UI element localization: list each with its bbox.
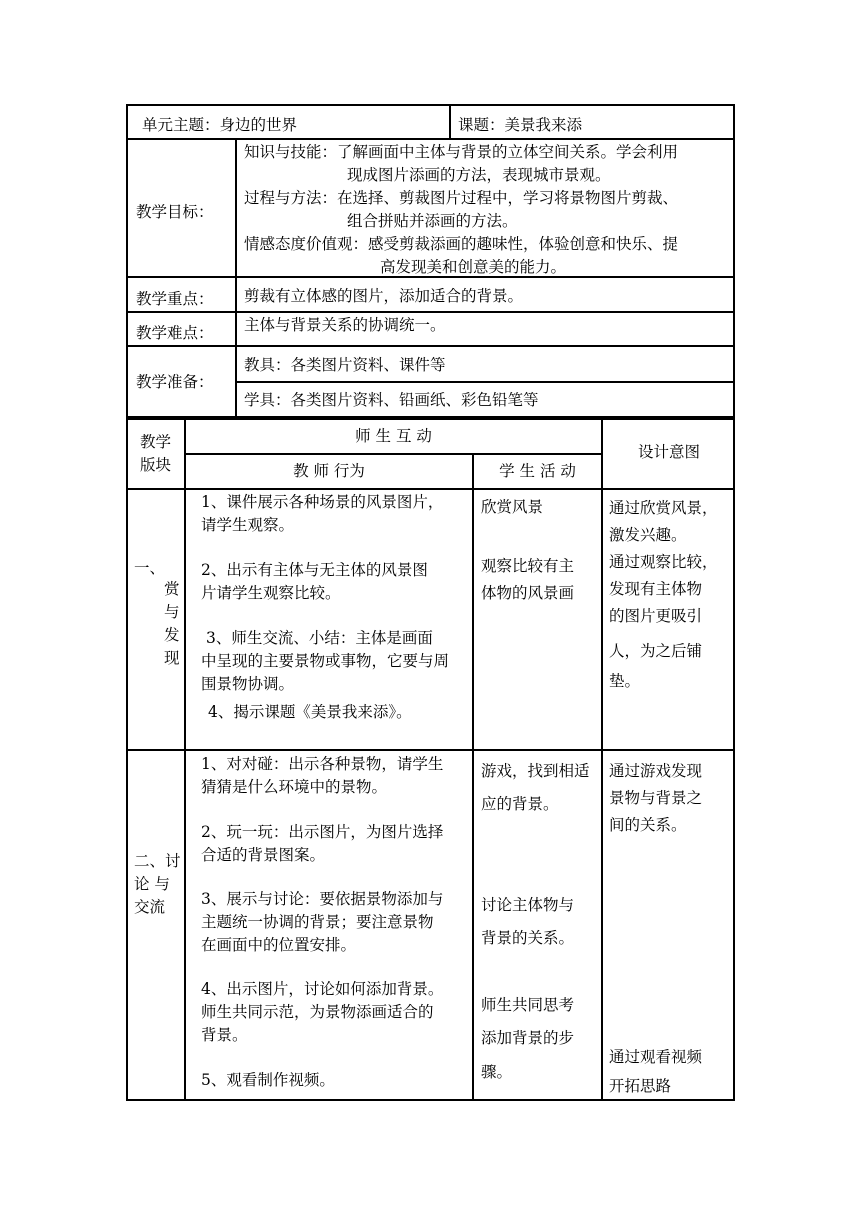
design-col-header: 设计意图 [637, 443, 700, 461]
difficulty-label: 教学难点： [136, 324, 214, 342]
key-point-text: 剪裁有立体感的图片，添加适合的背景。 [244, 287, 524, 305]
student-materials: 学具：各类图片资料、铅画纸、彩色铅笔等 [244, 391, 539, 409]
key-point-label: 教学重点： [136, 290, 214, 308]
unit-theme: 单元主题：身边的世界 [142, 116, 298, 134]
objectives-label: 教学目标： [136, 203, 214, 221]
preparation-label: 教学准备： [136, 373, 214, 391]
student-col-header: 学 生 活 动 [499, 462, 576, 480]
interaction-header: 师 生 互 动 [355, 427, 432, 445]
lesson-title: 课题：美景我来添 [458, 116, 583, 134]
teacher-materials: 教具：各类图片资料、课件等 [244, 356, 446, 374]
teacher-col-header: 教 师 行为 [293, 462, 365, 480]
difficulty-text: 主体与背景关系的协调统一。 [244, 316, 446, 334]
